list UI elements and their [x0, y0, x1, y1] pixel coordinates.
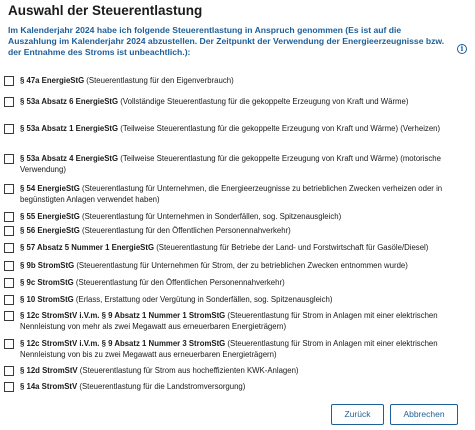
- option-code: § 57 Absatz 5 Nummer 1 EnergieStG: [20, 243, 155, 252]
- checkbox[interactable]: [4, 278, 14, 288]
- option-code: § 53a Absatz 1 EnergieStG: [20, 124, 119, 133]
- checkbox[interactable]: [4, 382, 14, 392]
- option-desc: (Steuerentlastung für Strom aus hocheffizienten KWK-Anlagen): [77, 366, 299, 375]
- option-desc: (Steuerentlastung für Strom in Anlagen mit einer elektrischen Nennleistung von mehr als zwei Megawatt aus erneuerbaren Energieträgern): [20, 311, 438, 331]
- checkbox[interactable]: [4, 212, 14, 222]
- option-desc: (Erlass, Erstattung oder Vergütung in Sonderfällen, sog. Spitzenausgleich): [73, 295, 333, 304]
- option-desc: (Steuerentlastung für die Landstromversorgung): [77, 382, 246, 391]
- option-code: § 56 EnergieStG: [20, 226, 80, 235]
- option-desc: (Steuerentlastung für Unternehmen, die Energieerzeugnisse zu betrieblichen Zwecken verheizen oder in begünstigten Anlagen verwendet haben): [20, 184, 443, 204]
- option-desc: (Vollständige Steuerentlastung für die gekoppelte Erzeugung von Kraft und Wärme): [118, 97, 409, 106]
- option-code: § 14a StromStV: [20, 382, 78, 391]
- option-desc: (Steuerentlastung für Strom in Anlagen mit einer elektrischen Nennleistung von bis zu zwei Megawatt aus erneuerbaren Energieträgern): [20, 339, 438, 359]
- checkbox[interactable]: [4, 184, 14, 194]
- option-code: § 9b StromStG: [20, 261, 75, 270]
- option-desc: (Steuerentlastung für den Öffentlichen Personennahverkehr): [79, 226, 291, 235]
- option-code: § 53a Absatz 6 EnergieStG: [20, 97, 119, 106]
- option-desc: (Steuerentlastung für Unternehmen für Strom, der zu betrieblichen Zwecken entnommen wurde): [74, 261, 408, 270]
- checkbox[interactable]: [4, 261, 14, 271]
- info-icon[interactable]: i: [457, 44, 467, 54]
- dialog-title: Auswahl der Steuerentlastung: [8, 3, 203, 18]
- checkbox[interactable]: [4, 295, 14, 305]
- option-code: § 12c StromStV i.V.m. § 9 Absatz 1 Nummer 1 StromStG: [20, 311, 226, 320]
- checkbox[interactable]: [4, 226, 14, 236]
- checkbox[interactable]: [4, 97, 14, 107]
- option-code: § 12d StromStV: [20, 366, 78, 375]
- back-button[interactable]: Zurück: [331, 404, 384, 425]
- option-code: § 9c StromStG: [20, 278, 74, 287]
- option-desc: (Steuerentlastung für den Öffentlichen Personennahverkehr): [73, 278, 285, 287]
- checkbox[interactable]: [4, 311, 14, 321]
- checkbox[interactable]: [4, 154, 14, 164]
- checkbox[interactable]: [4, 76, 14, 86]
- checkbox[interactable]: [4, 339, 14, 349]
- checkbox[interactable]: [4, 243, 14, 253]
- option-code: § 12c StromStV i.V.m. § 9 Absatz 1 Nummer 3 StromStG: [20, 339, 226, 348]
- dialog-intro: Im Kalenderjahr 2024 habe ich folgende Steuerentlastung in Anspruch genommen (Es ist auf die Auszahlung im Kalenderjahr 2024 abzustellen. Der Zeitpunkt der Verwendung der Energieerzeugnisse bzw. der Entnahme des Stroms ist unbeachtlich.):: [8, 25, 445, 57]
- option-desc: (Steuerentlastung für Unternehmen in Sonderfällen, sog. Spitzenausgleich): [79, 212, 342, 221]
- option-code: § 53a Absatz 4 EnergieStG: [20, 154, 119, 163]
- option-code: § 55 EnergieStG: [20, 212, 80, 221]
- option-code: § 54 EnergieStG: [20, 184, 80, 193]
- option-desc: (Teilweise Steuerentlastung für die gekoppelte Erzeugung von Kraft und Wärme) (motorische Verwendung): [20, 154, 441, 174]
- checkbox[interactable]: [4, 366, 14, 376]
- option-desc: (Steuerentlastung für Betriebe der Land- und Forstwirtschaft für Gasöle/Diesel): [154, 243, 429, 252]
- checkbox[interactable]: [4, 124, 14, 134]
- option-code: § 47a EnergieStG: [20, 76, 85, 85]
- cancel-button[interactable]: Abbrechen: [390, 404, 458, 425]
- option-desc: (Teilweise Steuerentlastung für die gekoppelte Erzeugung von Kraft und Wärme) (Verheizen): [118, 124, 441, 133]
- option-code: § 10 StromStG: [20, 295, 74, 304]
- option-desc: (Steuerentlastung für den Eigenverbrauch): [84, 76, 234, 85]
